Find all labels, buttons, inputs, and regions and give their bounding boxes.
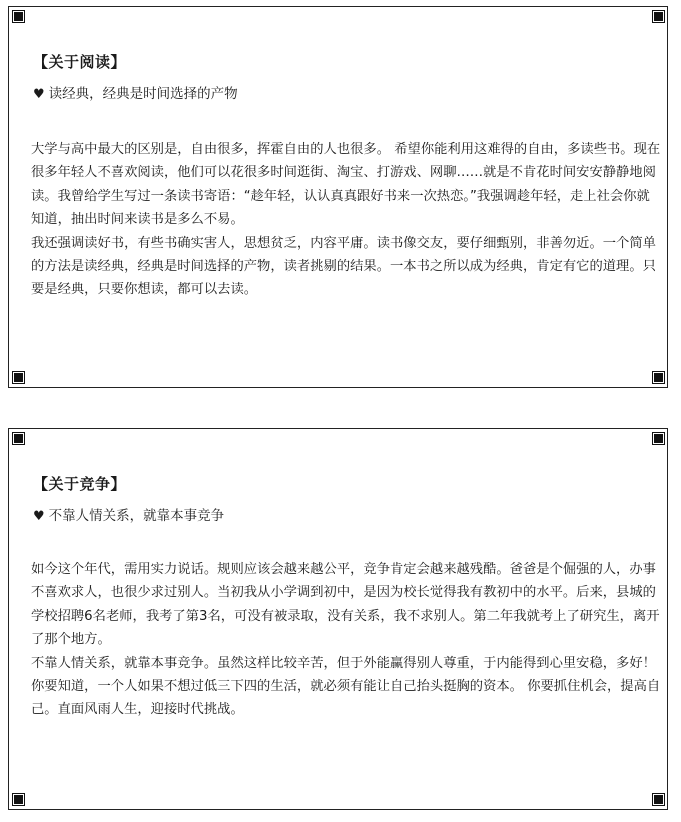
section-subtitle xyxy=(33,82,238,102)
body-paragraph: 如今这个年代，需用实力说话。规则应该会越来越公平，竞争肯定会越来越残酷。爸爸是个倔强的人，办事不喜欢求人，也很少求过别人。当初我从小学调到初中，是因为校长觉得我有教初中的水平。后来，县城的学校招聘6名老师，我考了第3名，可没有被录取，没有关系，我不求别人。第二年我就考上了研究生，离开了那个地方。 xyxy=(31,562,660,648)
corner-handle-top-right xyxy=(654,12,663,21)
reading-section-box xyxy=(8,6,668,388)
corner-handle-bottom-left xyxy=(14,373,23,382)
heart-icon: ♥ xyxy=(33,509,45,524)
body-paragraph: 不靠人情关系，就靠本事竞争。虽然这样比较辛苦，但于外能赢得别人尊重，于内能得到心里安稳，多好！ 你要知道，一个人如果不想过低三下四的生活，就必须有能让自己抬头挺胸的资本。 你要抓住机会，提高自己。直面风雨人生，迎接时代挑战。 xyxy=(31,655,661,718)
section-subtitle xyxy=(33,504,224,524)
body-paragraph: 我还强调读好书，有些书确实害人，思想贫乏，内容平庸。读书像交友，要仔细甄别，非善勿近。一个简单的方法是读经典，经典是时间选择的产物，读者挑剔的结果。一本书之所以成为经典，肯定有它的道理。只要是经典，只要你想读，都可以去读。 xyxy=(31,235,656,298)
corner-handle-bottom-left xyxy=(14,795,23,804)
corner-handle-top-right xyxy=(654,434,663,443)
corner-handle-top-left xyxy=(14,12,23,21)
section-title: 【关于竞争】 xyxy=(33,475,127,493)
section-title: 【关于阅读】 xyxy=(33,53,127,71)
heart-icon: ♥ xyxy=(33,87,45,102)
subtitle-text: 读经典，经典是时间选择的产物 xyxy=(48,86,238,102)
section-body xyxy=(31,138,661,302)
competition-section-box xyxy=(8,428,668,810)
corner-handle-bottom-right xyxy=(654,795,663,804)
section-body xyxy=(31,558,661,722)
corner-handle-bottom-right xyxy=(654,373,663,382)
body-paragraph: 大学与高中最大的区别是，自由很多，挥霍自由的人也很多。 希望你能利用这难得的自由，多读些书。现在很多年轻人不喜欢阅读，他们可以花很多时间逛街、淘宝、打游戏、网聊……就是不肯花时间安安静静地阅读。我曾给学生写过一条读书寄语：“趁年轻，认认真真跟好书来一次热恋。”我强调趁年轻，走上社会你就知道，抽出时间来读书是多么不易。 xyxy=(31,142,661,228)
subtitle-text: 不靠人情关系，就靠本事竞争 xyxy=(48,508,225,524)
corner-handle-top-left xyxy=(14,434,23,443)
